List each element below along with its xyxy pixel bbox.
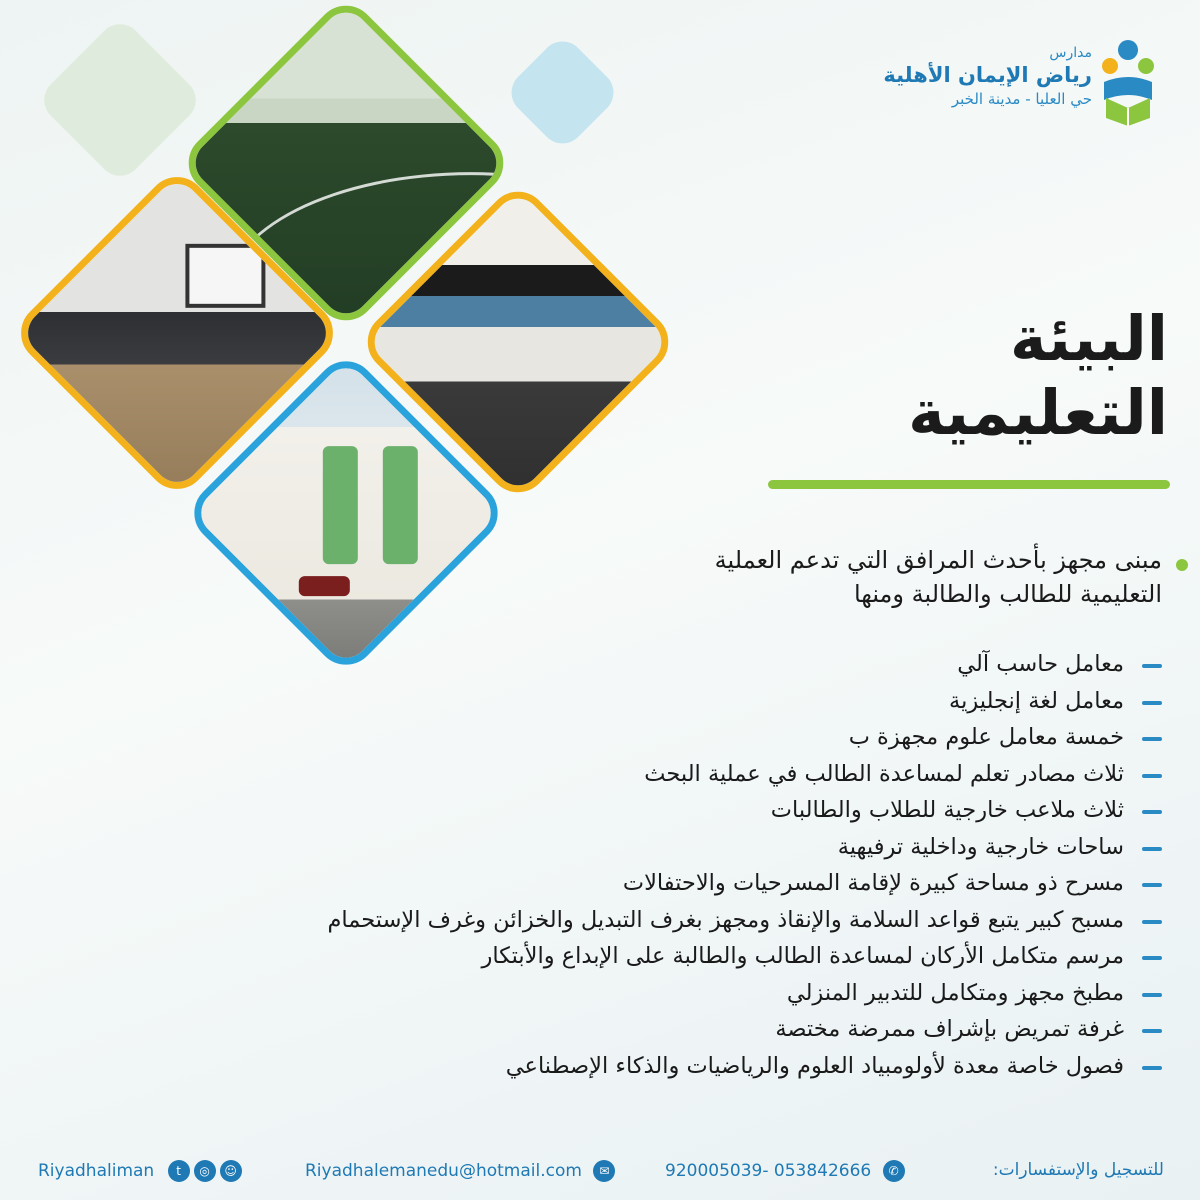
social-handle[interactable]: Riyadhaliman [38, 1161, 155, 1181]
phone-contact [665, 1160, 905, 1182]
social-links [38, 1160, 242, 1182]
list-item: معامل حاسب آلي [52, 646, 1162, 683]
facilities-list [52, 646, 1162, 1084]
title-line-1: البيئة [1009, 302, 1168, 375]
school-logo-text [883, 44, 1092, 110]
list-item: ثلاث ملاعب خارجية للطلاب والطالبات [52, 792, 1162, 829]
bullet-dot-icon [1176, 559, 1188, 571]
logo-location: حي العليا - مدينة الخبر [951, 90, 1092, 108]
list-item: فصول خاصة معدة لأولومبياد العلوم والرياضيات والذكاء الإصطناعي [52, 1048, 1162, 1085]
title-underline [768, 480, 1170, 489]
snapchat-icon[interactable]: ☺ [220, 1160, 242, 1182]
list-item: غرفة تمريض بإشراف ممرضة مختصة [52, 1011, 1162, 1048]
footer [0, 1152, 1200, 1190]
list-item: خمسة معامل علوم مجهزة ب [52, 719, 1162, 756]
page-title [908, 302, 1168, 450]
contact-label: للتسجيل والإستفسارات: [992, 1160, 1164, 1180]
logo-school-name: رياض الإيمان الأهلية [883, 63, 1092, 87]
intro-line-2: التعليمية للطالب والطالبة ومنها [853, 580, 1162, 608]
decorative-diamond-blue [502, 32, 622, 152]
twitter-icon[interactable]: t [168, 1160, 190, 1182]
phone-icon: ✆ [883, 1160, 905, 1182]
email-icon: ✉ [593, 1160, 615, 1182]
intro-line-1: مبنى مجهز بأحدث المرافق التي تدعم العملية [714, 546, 1162, 574]
instagram-icon[interactable]: ◎ [194, 1160, 216, 1182]
list-item: ساحات خارجية وداخلية ترفيهية [52, 829, 1162, 866]
school-logo-icon [1096, 38, 1160, 126]
logo-small-label: مدارس [1049, 45, 1092, 61]
title-line-2: التعليمية [908, 376, 1168, 449]
decorative-diamond-green [35, 15, 205, 185]
list-item: ثلاث مصادر تعلم لمساعدة الطالب في عملية البحث [52, 756, 1162, 793]
email-contact [305, 1160, 615, 1182]
intro-paragraph [522, 543, 1162, 611]
list-item: مسرح ذو مساحة كبيرة لإقامة المسرحيات والاحتفالات [52, 865, 1162, 902]
phone-numbers[interactable]: 920005039- 053842666 [665, 1161, 872, 1181]
list-item: معامل لغة إنجليزية [52, 683, 1162, 720]
list-item: مسبح كبير يتبع قواعد السلامة والإنقاذ ومجهز بغرف التبديل والخزائن وغرف الإستحمام [52, 902, 1162, 939]
list-item: مرسم متكامل الأركان لمساعدة الطالب والطالبة على الإبداع والأبتكار [52, 938, 1162, 975]
email-address[interactable]: Riyadhalemanedu@hotmail.com [305, 1161, 582, 1181]
list-item: مطبخ مجهز ومتكامل للتدبير المنزلي [52, 975, 1162, 1012]
